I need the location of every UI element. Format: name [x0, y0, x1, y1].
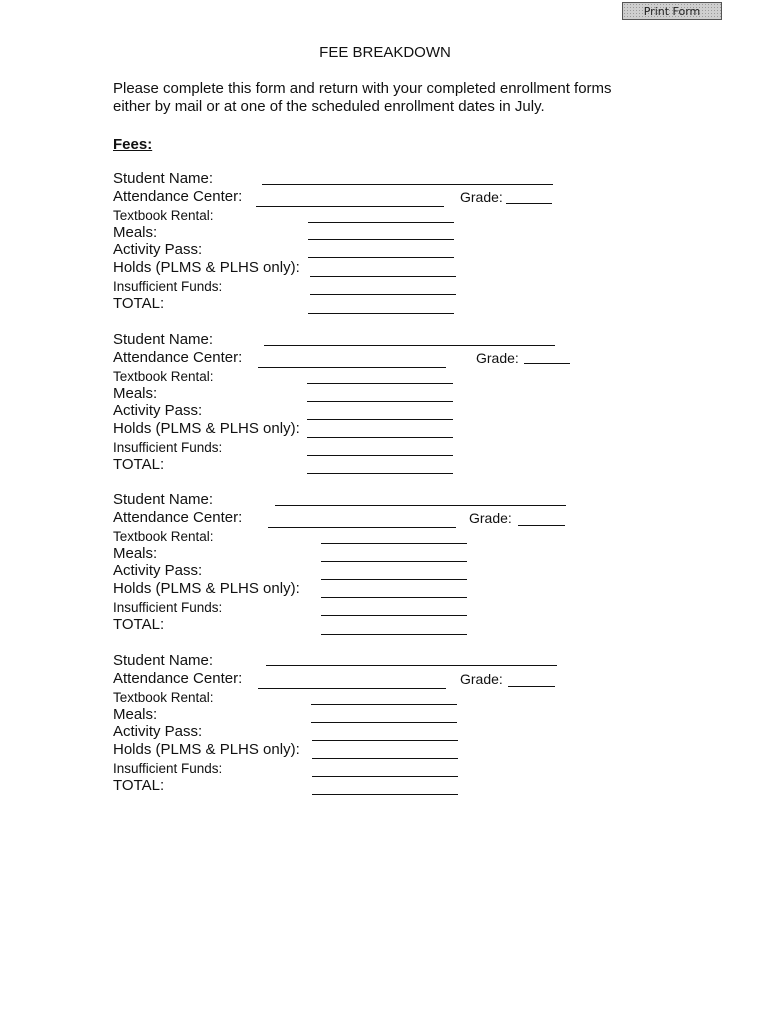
attendance-center-field[interactable]: [258, 688, 446, 689]
meals-field[interactable]: [311, 722, 457, 723]
meals-label: Meals:: [113, 385, 158, 402]
holds-field[interactable]: [307, 437, 453, 438]
student-name-field[interactable]: [275, 505, 566, 506]
attendance-center-field[interactable]: [258, 367, 446, 368]
textbook-rental-field[interactable]: [308, 222, 454, 223]
total-field[interactable]: [308, 313, 454, 314]
textbook-rental-label: Textbook Rental:: [113, 208, 214, 223]
instructions-line-2: either by mail or at one of the scheduled enrollment dates in July.: [113, 98, 545, 115]
grade-label: Grade:: [469, 510, 512, 526]
meals-field[interactable]: [307, 401, 453, 402]
student-name-label: Student Name:: [113, 491, 214, 508]
holds-field[interactable]: [310, 276, 456, 277]
student-fee-section-2: [0, 329, 770, 479]
activity-pass-label: Activity Pass:: [113, 723, 203, 740]
student-name-field[interactable]: [264, 345, 555, 346]
grade-field[interactable]: [518, 525, 565, 526]
instructions: [113, 80, 673, 116]
student-name-field[interactable]: [266, 665, 557, 666]
total-label: TOTAL:: [113, 456, 165, 473]
student-name-label: Student Name:: [113, 652, 214, 669]
meals-label: Meals:: [113, 224, 158, 241]
insufficient-funds-field[interactable]: [312, 776, 458, 777]
fees-heading: Fees:: [113, 136, 153, 153]
meals-label: Meals:: [113, 545, 158, 562]
grade-label: Grade:: [476, 350, 519, 366]
attendance-center-label: Attendance Center:: [113, 509, 243, 526]
grade-label: Grade:: [460, 671, 503, 687]
student-name-field[interactable]: [262, 184, 553, 185]
total-label: TOTAL:: [113, 295, 165, 312]
activity-pass-field[interactable]: [307, 419, 453, 420]
total-field[interactable]: [312, 794, 458, 795]
student-fee-section-4: [0, 650, 770, 800]
activity-pass-field[interactable]: [321, 579, 467, 580]
holds-label: Holds (PLMS & PLHS only):: [113, 580, 300, 597]
textbook-rental-label: Textbook Rental:: [113, 690, 214, 705]
attendance-center-label: Attendance Center:: [113, 670, 243, 687]
activity-pass-field[interactable]: [308, 257, 454, 258]
grade-field[interactable]: [506, 203, 552, 204]
activity-pass-label: Activity Pass:: [113, 402, 203, 419]
attendance-center-field[interactable]: [268, 527, 456, 528]
student-name-label: Student Name:: [113, 170, 214, 187]
insufficient-funds-label: Insufficient Funds:: [113, 279, 223, 294]
attendance-center-label: Attendance Center:: [113, 349, 243, 366]
holds-field[interactable]: [312, 758, 458, 759]
insufficient-funds-label: Insufficient Funds:: [113, 440, 223, 455]
holds-label: Holds (PLMS & PLHS only):: [113, 259, 300, 276]
attendance-center-label: Attendance Center:: [113, 188, 243, 205]
meals-label: Meals:: [113, 706, 158, 723]
meals-field[interactable]: [321, 561, 467, 562]
grade-field[interactable]: [508, 686, 555, 687]
total-field[interactable]: [307, 473, 453, 474]
insufficient-funds-field[interactable]: [307, 455, 453, 456]
textbook-rental-field[interactable]: [311, 704, 457, 705]
total-field[interactable]: [321, 634, 467, 635]
holds-label: Holds (PLMS & PLHS only):: [113, 420, 300, 437]
grade-field[interactable]: [524, 363, 570, 364]
insufficient-funds-field[interactable]: [321, 615, 467, 616]
activity-pass-field[interactable]: [312, 740, 458, 741]
total-label: TOTAL:: [113, 777, 165, 794]
holds-label: Holds (PLMS & PLHS only):: [113, 741, 300, 758]
grade-label: Grade:: [460, 189, 503, 205]
textbook-rental-field[interactable]: [307, 383, 453, 384]
insufficient-funds-label: Insufficient Funds:: [113, 600, 223, 615]
textbook-rental-field[interactable]: [321, 543, 467, 544]
attendance-center-field[interactable]: [256, 206, 444, 207]
textbook-rental-label: Textbook Rental:: [113, 369, 214, 384]
instructions-line-1: Please complete this form and return with your completed enrollment forms: [113, 80, 612, 97]
insufficient-funds-label: Insufficient Funds:: [113, 761, 223, 776]
page-title: FEE BREAKDOWN: [319, 44, 451, 61]
holds-field[interactable]: [321, 597, 467, 598]
student-fee-section-1: [0, 168, 770, 318]
student-name-label: Student Name:: [113, 331, 214, 348]
textbook-rental-label: Textbook Rental:: [113, 529, 214, 544]
meals-field[interactable]: [308, 239, 454, 240]
total-label: TOTAL:: [113, 616, 165, 633]
activity-pass-label: Activity Pass:: [113, 241, 203, 258]
student-fee-section-3: [0, 489, 770, 639]
print-form-button[interactable]: Print Form: [622, 2, 722, 20]
activity-pass-label: Activity Pass:: [113, 562, 203, 579]
insufficient-funds-field[interactable]: [310, 294, 456, 295]
